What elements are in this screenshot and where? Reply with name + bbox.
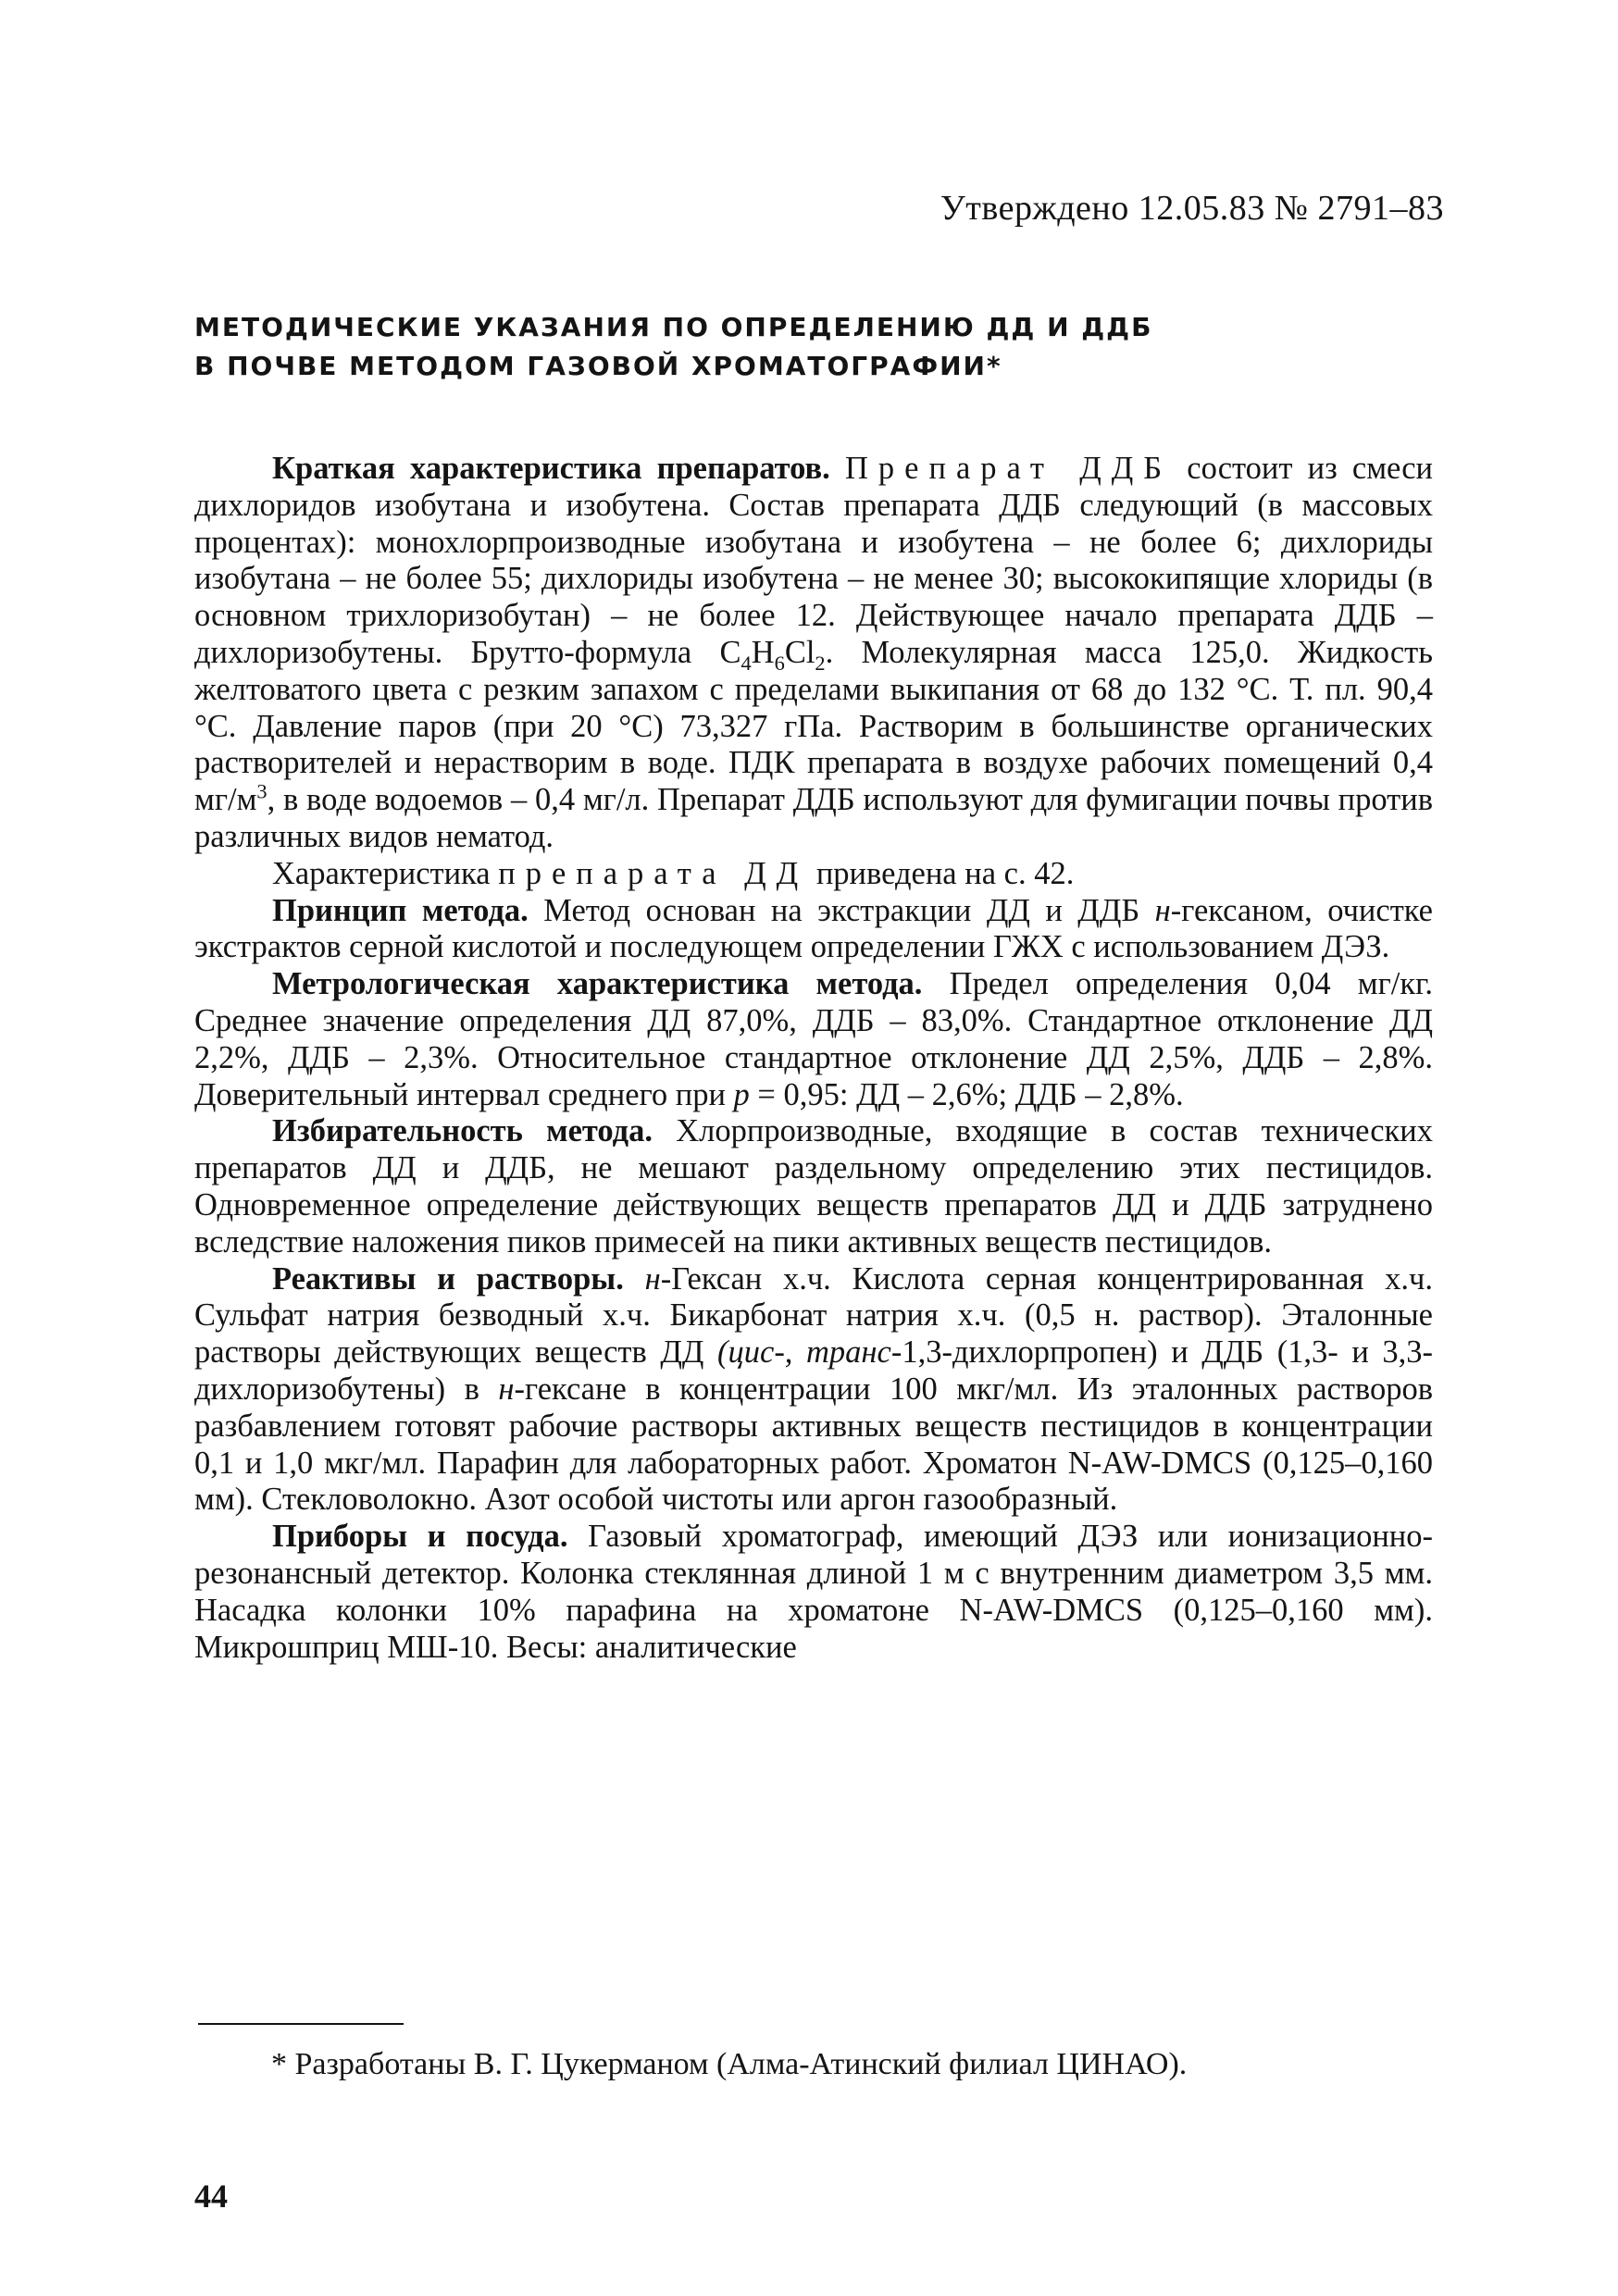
footnote: * Разработаны В. Г. Цукерманом (Алма-Атинский филиал ЦИНАО). [271, 2047, 1188, 2081]
footnote-divider [198, 2023, 404, 2025]
paragraph-brief [194, 451, 1433, 856]
document-body [194, 451, 1433, 1666]
paragraph-lead: Принцип метода. [272, 892, 529, 928]
paragraph-lead: Метрологическая характеристика метода. [272, 966, 923, 1002]
paragraph-instruments: Приборы и посуда. Газовый хроматограф, имеющий ДЭЗ или ионизационно-резонансный детектор. Колонка стеклянная длиной 1 м с внутренним диаметром 3,5 мм. Насадка колонки 10% парафина на хроматоне N-AW-DMCS (0,125–0,160 мм). Микрошприц МШ-10. Весы: аналитические [194, 1519, 1434, 1665]
page-number: 44 [194, 2178, 228, 2215]
paragraph-principle: Принцип метода. Метод основан на экстракции ДД и ДДБ н-гексаном, очистке экстрактов серной кислотой и последующем определении ГЖХ с использованием ДЭЗ. [194, 892, 1433, 965]
paragraph-selectivity: Избирательность метода. Хлорпроизводные, входящие в состав технических препаратов ДД и ДДБ, не мешают раздельному определению этих пестицидов. Одновременное определение действующих веществ препаратов ДД и ДДБ затруднено вследствие наложения пиков примесей на пики активных веществ пестицидов. [194, 1113, 1434, 1260]
chemical-formula: $C_4H_6Cl_2$ [719, 634, 826, 675]
paragraph-text: , в воде водоемов – 0,4 мг/л. Препарат ДДБ используют для фумигации почвы против различных видов нематод. [194, 782, 1433, 854]
title-line-2: В ПОЧВЕ МЕТОДОМ ГАЗОВОЙ ХРОМАТОГРАФИИ* [194, 351, 1002, 381]
paragraph-lead: Приборы и посуда. [272, 1519, 568, 1555]
paragraph-reagents: Реактивы и растворы. н-Гексан х.ч. Кислота серная концентрированная х.ч. Сульфат натрия безводный х.ч. Бикарбонат натрия х.ч. (0,5 н. раствор). Эталонные растворы действующих веществ ДД (цис-, транс-1,3-дихлорпропен) и ДДБ (1,3- и 3,3-дихлоризобутены) в н-гексане в концентрации 100 мкг/мл. Из эталонных растворов разбавлением готовят рабочие растворы активных веществ пестицидов в концентрации 0,1 и 1,0 мкг/мл. Парафин для лабораторных работ. Хроматон N-AW-DMCS (0,125–0,160 мм). Стекловолокно. Азот особой чистоты или аргон газообразный. [194, 1260, 1434, 1518]
title-line-1: МЕТОДИЧЕСКИЕ УКАЗАНИЯ ПО ОПРЕДЕЛЕНИЮ ДД И ДДБ [194, 312, 1153, 342]
paragraph-lead: Избирательность метода. [272, 1113, 653, 1149]
paragraph-dd-characteristic: Характеристика препарата ДД приведена на с. 42. [272, 855, 1075, 891]
paragraph-lead: Краткая характеристика препаратов. [272, 451, 830, 486]
superscript: 3 [256, 779, 268, 803]
spaced-term: препарата ДД [498, 855, 809, 891]
document-title [194, 308, 1444, 386]
paragraph-text: состоит из смеси дихлоридов изобутана и изобутена. Состав препарата ДДБ следующий (в массовых процентах): монохлорпроизводные изобутана и изобутена – не более 6; дихлориды изобутана – не более 55; дихлориды изобутена – не менее 30; высококипящие хлориды (в основном трихлоризобутан) – не более 12. Действующее начало препарата ДДБ – дихлоризобутены. Брутто-формула [194, 451, 1433, 670]
paragraph-lead: Реактивы и растворы. [272, 1260, 624, 1297]
spaced-term: Препарат ДДБ [845, 451, 1173, 486]
paragraph-text: . Молекулярная масса 125,0. Жидкость желтоватого цвета с резким запахом с пределами выкипания от 68 до 132 °С. Т. пл. 90,4 °С. Давление паров (при 20 °С) 73,327 гПа. Растворим в большинстве органических растворителей и нерастворим в воде. ПДК препарата в воздухе рабочих помещений 0,4 мг/м [194, 634, 1433, 818]
paragraph-metrology: Метрологическая характеристика метода. Предел определения 0,04 мг/кг. Среднее значение определения ДД 87,0%, ДДБ – 83,0%. Стандартное отклонение ДД 2,2%, ДДБ – 2,3%. Относительное стандартное отклонение ДД 2,5%, ДДБ – 2,8%. Доверительный интервал среднего при p = 0,95: ДД – 2,6%; ДДБ – 2,8%. [194, 966, 1433, 1112]
approval-stamp: Утверждено 12.05.83 № 2791–83 [940, 189, 1444, 228]
